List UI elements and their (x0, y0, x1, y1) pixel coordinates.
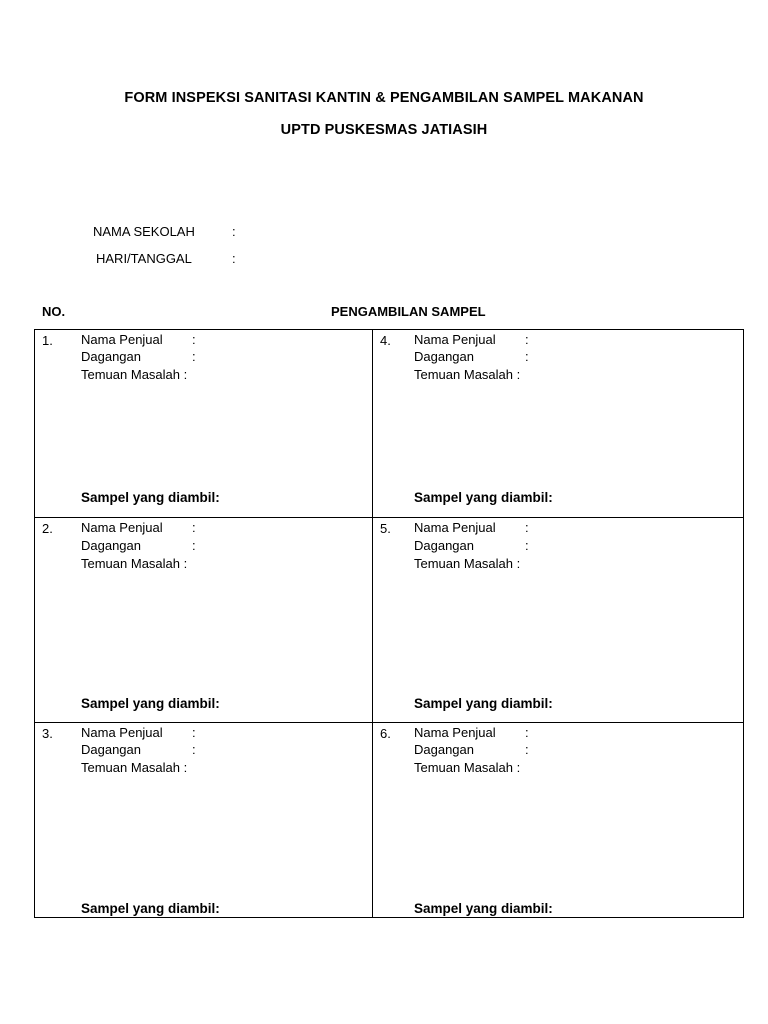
dagangan-colon: : (192, 742, 196, 757)
nama-penjual-label: Nama Penjual (81, 332, 163, 347)
dagangan-label: Dagangan (81, 538, 141, 553)
nama-penjual-colon: : (525, 520, 529, 535)
temuan-masalah-label: Temuan Masalah : (81, 556, 188, 571)
form-title: FORM INSPEKSI SANITASI KANTIN & PENGAMBILAN SAMPEL MAKANAN (124, 90, 644, 106)
dagangan-colon: : (525, 349, 529, 364)
dagangan-colon: : (192, 349, 196, 364)
nama-sekolah-colon: : (232, 224, 236, 239)
nama-sekolah-label: NAMA SEKOLAH (93, 224, 195, 239)
entry-cell (35, 330, 372, 517)
sampel-label: Sampel yang diambil: (414, 490, 553, 505)
entry-number: 5. (380, 521, 391, 536)
dagangan-colon: : (525, 742, 529, 757)
sampel-label: Sampel yang diambil: (81, 490, 220, 505)
nama-penjual-colon: : (192, 520, 196, 535)
hari-tanggal-colon: : (232, 251, 236, 266)
nama-penjual-label: Nama Penjual (81, 520, 163, 535)
nama-penjual-label: Nama Penjual (414, 725, 496, 740)
temuan-masalah-label: Temuan Masalah : (414, 367, 521, 382)
entry-number: 6. (380, 726, 391, 741)
sampel-label: Sampel yang diambil: (81, 901, 220, 916)
dagangan-label: Dagangan (81, 349, 141, 364)
entry-cell (372, 517, 743, 722)
sampel-label: Sampel yang diambil: (81, 696, 220, 711)
form-subtitle: UPTD PUSKESMAS JATIASIH (280, 122, 488, 138)
dagangan-colon: : (525, 538, 529, 553)
entry-number: 2. (42, 521, 53, 536)
entry-number: 3. (42, 726, 53, 741)
nama-penjual-colon: : (525, 332, 529, 347)
nama-penjual-colon: : (525, 725, 529, 740)
sampel-label: Sampel yang diambil: (414, 696, 553, 711)
entry-number: 4. (380, 333, 391, 348)
entry-cell (372, 722, 743, 917)
temuan-masalah-label: Temuan Masalah : (81, 367, 188, 382)
entry-number: 1. (42, 333, 53, 348)
temuan-masalah-label: Temuan Masalah : (414, 556, 521, 571)
entry-cell (35, 722, 372, 917)
hari-tanggal-label: HARI/TANGGAL (96, 251, 192, 266)
dagangan-label: Dagangan (414, 349, 474, 364)
dagangan-label: Dagangan (414, 742, 474, 757)
nama-penjual-label: Nama Penjual (414, 520, 496, 535)
sampel-label: Sampel yang diambil: (414, 901, 553, 916)
temuan-masalah-label: Temuan Masalah : (414, 760, 521, 775)
sample-grid (34, 329, 744, 918)
column-header-pengambilan-sampel: PENGAMBILAN SAMPEL (331, 304, 486, 319)
entry-cell (35, 517, 372, 722)
entry-cell (372, 330, 743, 517)
temuan-masalah-label: Temuan Masalah : (81, 760, 188, 775)
nama-penjual-colon: : (192, 725, 196, 740)
nama-penjual-colon: : (192, 332, 196, 347)
nama-penjual-label: Nama Penjual (414, 332, 496, 347)
dagangan-label: Dagangan (81, 742, 141, 757)
dagangan-colon: : (192, 538, 196, 553)
nama-penjual-label: Nama Penjual (81, 725, 163, 740)
dagangan-label: Dagangan (414, 538, 474, 553)
column-header-no: NO. (42, 304, 66, 319)
